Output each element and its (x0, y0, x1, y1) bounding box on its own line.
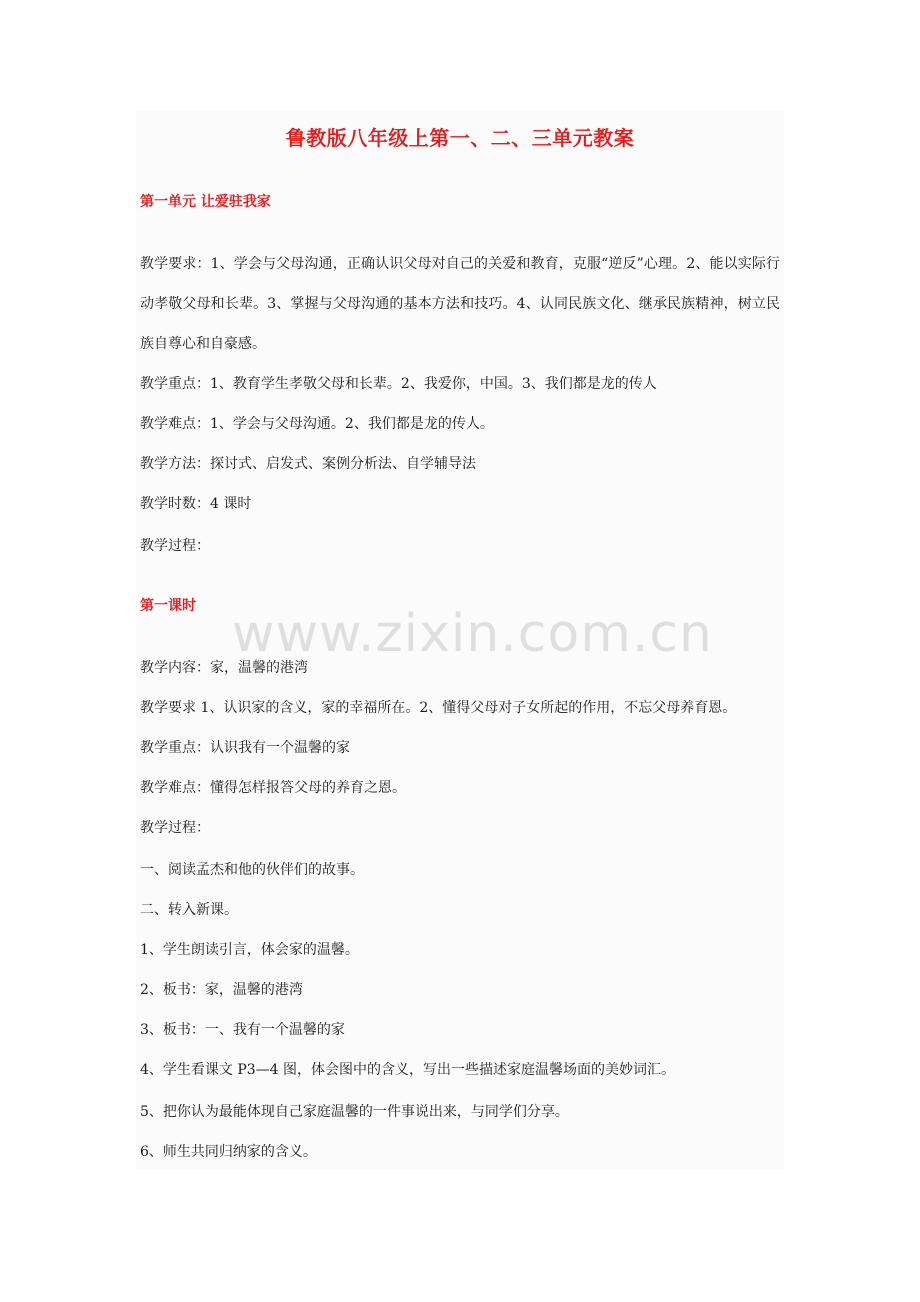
document-page (136, 110, 784, 1170)
watermark-text: www.zixin.com.cn (232, 604, 713, 664)
lesson-step: 一、阅读孟杰和他的伙伴们的故事。 (140, 862, 364, 878)
lesson-heading: 第一课时 (140, 598, 196, 614)
lesson-step: 5、把你认为最能体现自己家庭温馨的一件事说出来，与同学们分享。 (140, 1104, 569, 1120)
lesson-step: 1、学生朗读引言，体会家的温馨。 (140, 942, 359, 958)
lesson-content: 教学内容：家，温馨的港湾 (140, 660, 308, 676)
lesson-requirements: 教学要求 1、认识家的含义，家的幸福所在。2、懂得父母对子女所起的作用，不忘父母养育恩。 (140, 700, 737, 716)
document-title: 鲁教版八年级上第一、二、三单元教案 (285, 126, 635, 150)
unit-heading: 第一单元 让爱驻我家 (140, 194, 271, 210)
lesson-step: 二、转入新课。 (140, 902, 238, 918)
lesson-difficulties: 教学难点：懂得怎样报答父母的养育之恩。 (140, 780, 406, 796)
unit-key-points: 教学重点：1、教育学生孝敬父母和长辈。2、我爱你，中国。3、我们都是龙的传人 (140, 376, 657, 392)
lesson-step: 4、学生看课文 P3—4 图，体会图中的含义，写出一些描述家庭温馨场面的美妙词汇。 (140, 1062, 676, 1078)
unit-requirements: 教学要求：1、学会与父母沟通，正确认识父母对自己的关爱和教育，克服“逆反”心理。2、能以实际行动孝敬父母和长辈。3、掌握与父母沟通的基本方法和技巧。4、认同民族文化、继承民族精神，树立民族自尊心和自豪感。 (140, 256, 780, 352)
lesson-step: 3、板书：一、我有一个温馨的家 (140, 1022, 345, 1038)
unit-hours: 教学时数：4 课时 (140, 496, 252, 512)
unit-difficulties: 教学难点：1、学会与父母沟通。2、我们都是龙的传人。 (140, 416, 494, 432)
unit-process: 教学过程： (140, 538, 210, 554)
unit-methods: 教学方法：探讨式、启发式、案例分析法、自学辅导法 (140, 456, 476, 472)
lesson-step: 2、板书：家，温馨的港湾 (140, 982, 303, 998)
lesson-key-points: 教学重点：认识我有一个温馨的家 (140, 740, 350, 756)
lesson-step: 6、师生共同归纳家的含义。 (140, 1144, 317, 1160)
lesson-process: 教学过程： (140, 820, 210, 836)
